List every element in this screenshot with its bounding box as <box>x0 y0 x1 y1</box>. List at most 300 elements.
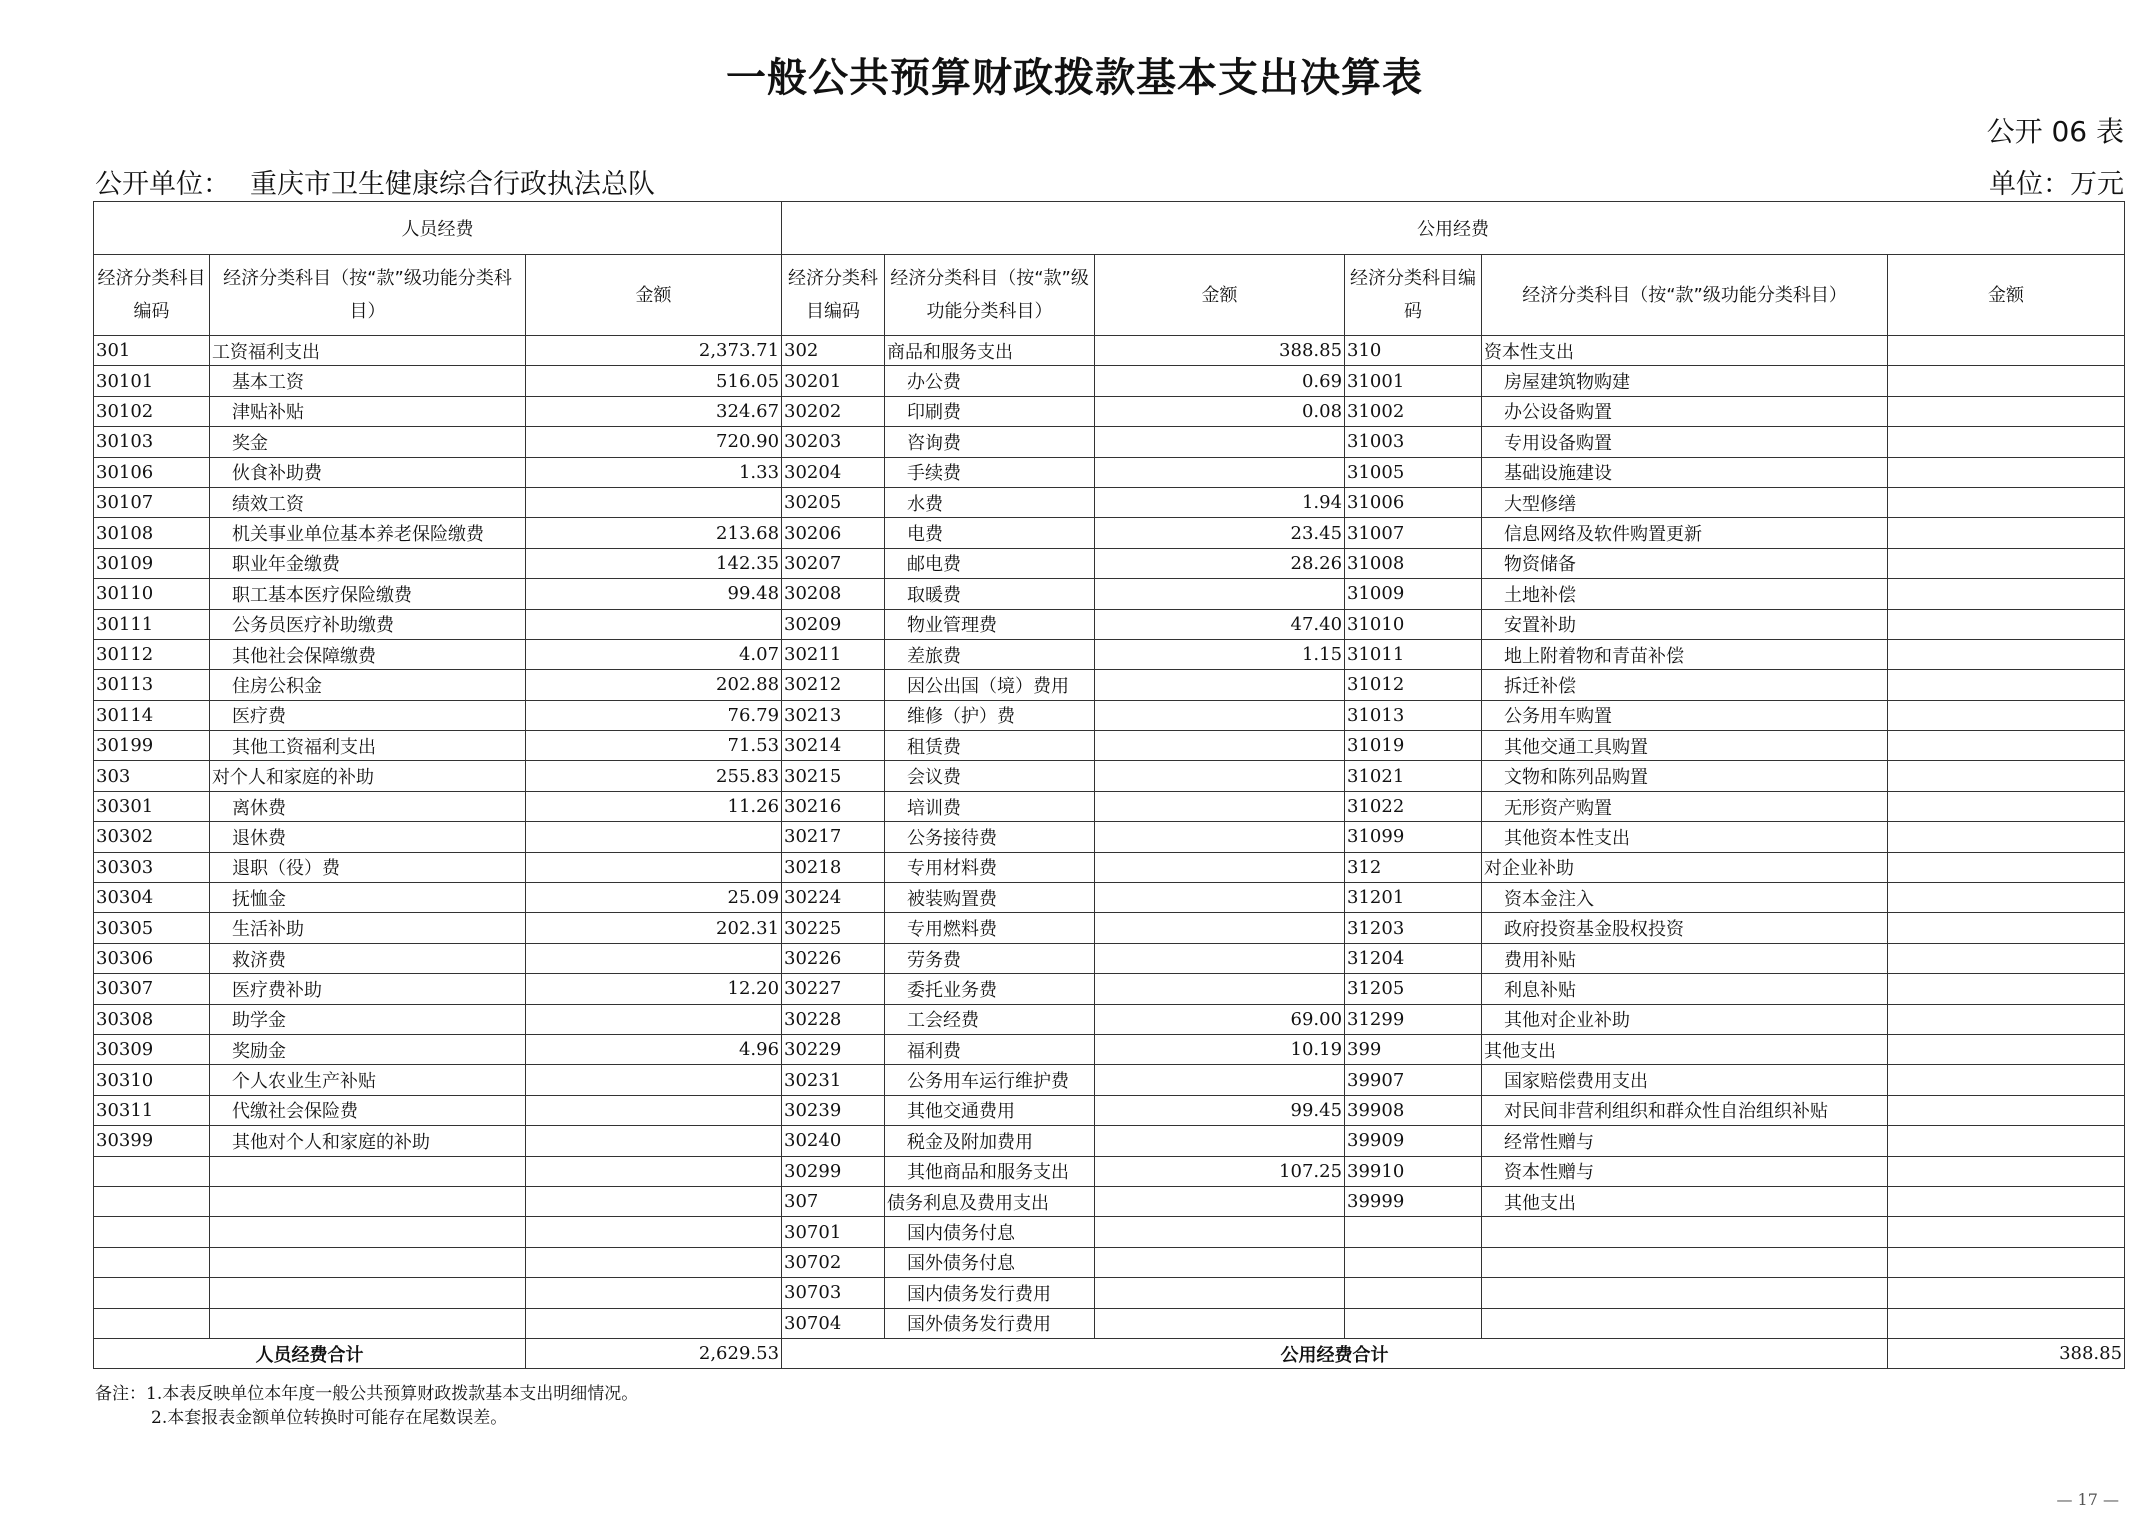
code-cell: 30301 <box>94 791 210 821</box>
item-cell: 其他资本性支出 <box>1482 822 1888 852</box>
item-cell: 救济费 <box>210 943 526 973</box>
item-cell: 费用补贴 <box>1482 943 1888 973</box>
amount-cell <box>1888 639 2125 669</box>
amount-cell: 202.88 <box>526 670 782 700</box>
table-row <box>94 609 2125 639</box>
code-cell: 31012 <box>1345 670 1482 700</box>
item-cell: 对民间非营利组织和群众性自治组织补贴 <box>1482 1095 1888 1125</box>
item-cell: 税金及附加费用 <box>885 1126 1095 1156</box>
item-cell: 公务员医疗补助缴费 <box>210 609 526 639</box>
amount-cell: 720.90 <box>526 427 782 457</box>
code-cell: 31003 <box>1345 427 1482 457</box>
item-cell: 奖金 <box>210 427 526 457</box>
table-row <box>94 1126 2125 1156</box>
item-cell: 其他对个人和家庭的补助 <box>210 1126 526 1156</box>
code-cell: 30113 <box>94 670 210 700</box>
amount-cell <box>1888 366 2125 396</box>
table-row <box>94 639 2125 669</box>
item-cell: 文物和陈列品购置 <box>1482 761 1888 791</box>
item-cell: 医疗费补助 <box>210 974 526 1004</box>
amount-cell: 71.53 <box>526 731 782 761</box>
code-cell: 30107 <box>94 487 210 517</box>
amount-cell <box>1095 852 1345 882</box>
reporting-unit <box>95 162 675 201</box>
code-cell <box>94 1156 210 1186</box>
code-cell: 30231 <box>782 1065 885 1095</box>
item-cell: 职工基本医疗保险缴费 <box>210 579 526 609</box>
amount-cell: 388.85 <box>1095 336 1345 366</box>
table-row <box>94 579 2125 609</box>
code-cell <box>1345 1308 1482 1338</box>
item-cell: 个人农业生产补贴 <box>210 1065 526 1095</box>
code-cell: 30208 <box>782 579 885 609</box>
amount-cell: 2,373.71 <box>526 336 782 366</box>
amount-cell <box>1095 1186 1345 1216</box>
code-cell: 30114 <box>94 700 210 730</box>
expenditure-table <box>93 201 2125 1369</box>
amount-cell <box>1888 1247 2125 1277</box>
item-cell: 离休费 <box>210 791 526 821</box>
code-cell: 30225 <box>782 913 885 943</box>
table-row <box>94 1004 2125 1034</box>
amount-cell: 99.45 <box>1095 1095 1345 1125</box>
table-row <box>94 852 2125 882</box>
item-cell: 基本工资 <box>210 366 526 396</box>
amount-cell <box>1095 579 1345 609</box>
code-cell: 30304 <box>94 883 210 913</box>
code-cell: 30110 <box>94 579 210 609</box>
col-header-item: 经济分类科目（按“款”级功能分类科目） <box>210 255 526 336</box>
code-cell: 399 <box>1345 1034 1482 1064</box>
code-cell: 31204 <box>1345 943 1482 973</box>
amount-cell <box>1888 427 2125 457</box>
amount-cell: 4.07 <box>526 639 782 669</box>
amount-cell <box>526 487 782 517</box>
page-number: — 17 — <box>2056 1490 2119 1509</box>
item-cell: 印刷费 <box>885 396 1095 426</box>
code-cell: 31007 <box>1345 518 1482 548</box>
item-cell: 奖励金 <box>210 1034 526 1064</box>
code-cell: 31008 <box>1345 548 1482 578</box>
amount-cell <box>1888 1278 2125 1308</box>
amount-cell: 255.83 <box>526 761 782 791</box>
code-cell: 30216 <box>782 791 885 821</box>
item-cell: 代缴社会保险费 <box>210 1095 526 1125</box>
table-row <box>94 670 2125 700</box>
item-cell: 政府投资基金股权投资 <box>1482 913 1888 943</box>
item-cell: 其他交通工具购置 <box>1482 731 1888 761</box>
item-cell: 公务接待费 <box>885 822 1095 852</box>
item-cell: 办公设备购置 <box>1482 396 1888 426</box>
table-row <box>94 336 2125 366</box>
item-cell: 对个人和家庭的补助 <box>210 761 526 791</box>
item-cell: 生活补助 <box>210 913 526 943</box>
table-row <box>94 913 2125 943</box>
item-cell: 资本金注入 <box>1482 883 1888 913</box>
code-cell: 31205 <box>1345 974 1482 1004</box>
amount-cell <box>1095 1217 1345 1247</box>
item-cell: 国外债务发行费用 <box>885 1308 1095 1338</box>
item-cell: 房屋建筑物购建 <box>1482 366 1888 396</box>
table-row <box>94 1095 2125 1125</box>
code-cell: 30224 <box>782 883 885 913</box>
code-cell: 31203 <box>1345 913 1482 943</box>
amount-cell <box>1888 791 2125 821</box>
code-cell: 310 <box>1345 336 1482 366</box>
amount-cell <box>1095 883 1345 913</box>
table-row <box>94 396 2125 426</box>
amount-cell: 516.05 <box>526 366 782 396</box>
item-cell <box>1482 1217 1888 1247</box>
amount-cell: 11.26 <box>526 791 782 821</box>
item-cell <box>1482 1247 1888 1277</box>
code-cell: 302 <box>782 336 885 366</box>
amount-cell: 47.40 <box>1095 609 1345 639</box>
amount-cell: 142.35 <box>526 548 782 578</box>
table-body <box>94 336 2125 1339</box>
item-cell: 国外债务付息 <box>885 1247 1095 1277</box>
item-cell: 维修（护）费 <box>885 700 1095 730</box>
amount-cell <box>1888 761 2125 791</box>
code-cell: 30215 <box>782 761 885 791</box>
item-cell: 津贴补贴 <box>210 396 526 426</box>
table-row <box>94 427 2125 457</box>
amount-cell <box>1095 974 1345 1004</box>
item-cell: 其他对企业补助 <box>1482 1004 1888 1034</box>
code-cell: 30209 <box>782 609 885 639</box>
item-cell: 医疗费 <box>210 700 526 730</box>
item-cell: 专用材料费 <box>885 852 1095 882</box>
amount-cell <box>526 822 782 852</box>
item-cell: 职业年金缴费 <box>210 548 526 578</box>
item-cell: 其他社会保障缴费 <box>210 639 526 669</box>
code-cell: 39907 <box>1345 1065 1482 1095</box>
item-cell <box>210 1217 526 1247</box>
code-cell: 31011 <box>1345 639 1482 669</box>
code-cell: 30201 <box>782 366 885 396</box>
code-cell: 39910 <box>1345 1156 1482 1186</box>
amount-cell <box>1888 1126 2125 1156</box>
code-cell: 30399 <box>94 1126 210 1156</box>
item-cell: 其他交通费用 <box>885 1095 1095 1125</box>
code-cell: 30299 <box>782 1156 885 1186</box>
amount-cell <box>1888 1186 2125 1216</box>
item-cell: 绩效工资 <box>210 487 526 517</box>
table-row <box>94 883 2125 913</box>
item-cell: 手续费 <box>885 457 1095 487</box>
col-header-code: 经济分类科目编码 <box>1345 255 1482 336</box>
amount-cell <box>1888 457 2125 487</box>
amount-cell <box>1095 791 1345 821</box>
table-row <box>94 457 2125 487</box>
amount-cell <box>1888 518 2125 548</box>
item-cell: 其他工资福利支出 <box>210 731 526 761</box>
code-cell: 30203 <box>782 427 885 457</box>
amount-cell <box>1095 731 1345 761</box>
item-cell: 专用燃料费 <box>885 913 1095 943</box>
code-cell: 31001 <box>1345 366 1482 396</box>
table-row <box>94 518 2125 548</box>
table-row <box>94 1308 2125 1338</box>
amount-cell <box>1888 822 2125 852</box>
footnote-1: 备注：1.本表反映单位本年度一般公共预算财政拨款基本支出明细情况。 <box>95 1384 639 1404</box>
item-cell: 资本性赠与 <box>1482 1156 1888 1186</box>
amount-cell <box>1095 1065 1345 1095</box>
item-cell: 劳务费 <box>885 943 1095 973</box>
amount-cell <box>1888 548 2125 578</box>
code-cell <box>1345 1247 1482 1277</box>
item-cell: 公务用车运行维护费 <box>885 1065 1095 1095</box>
item-cell: 对企业补助 <box>1482 852 1888 882</box>
item-cell: 会议费 <box>885 761 1095 791</box>
item-cell <box>1482 1308 1888 1338</box>
item-cell: 专用设备购置 <box>1482 427 1888 457</box>
item-cell: 因公出国（境）费用 <box>885 670 1095 700</box>
col-header-amount: 金额 <box>526 255 782 336</box>
code-cell: 31022 <box>1345 791 1482 821</box>
item-cell: 其他支出 <box>1482 1034 1888 1064</box>
code-cell: 30309 <box>94 1034 210 1064</box>
amount-cell: 4.96 <box>526 1034 782 1064</box>
item-cell <box>210 1156 526 1186</box>
code-cell: 31009 <box>1345 579 1482 609</box>
amount-cell <box>1095 1126 1345 1156</box>
amount-cell <box>526 852 782 882</box>
table-row <box>94 1217 2125 1247</box>
item-cell: 公务用车购置 <box>1482 700 1888 730</box>
code-cell: 30703 <box>782 1278 885 1308</box>
amount-cell: 69.00 <box>1095 1004 1345 1034</box>
amount-cell: 76.79 <box>526 700 782 730</box>
code-cell: 30108 <box>94 518 210 548</box>
code-cell: 30229 <box>782 1034 885 1064</box>
amount-cell <box>1095 1247 1345 1277</box>
amount-cell <box>1888 1034 2125 1064</box>
item-cell: 其他支出 <box>1482 1186 1888 1216</box>
item-cell: 福利费 <box>885 1034 1095 1064</box>
item-cell: 委托业务费 <box>885 974 1095 1004</box>
amount-cell <box>1888 609 2125 639</box>
item-cell: 资本性支出 <box>1482 336 1888 366</box>
code-cell: 30214 <box>782 731 885 761</box>
amount-cell: 1.33 <box>526 457 782 487</box>
amount-cell <box>1888 1217 2125 1247</box>
code-cell: 30205 <box>782 487 885 517</box>
item-cell: 差旅费 <box>885 639 1095 669</box>
code-cell: 30227 <box>782 974 885 1004</box>
item-cell: 办公费 <box>885 366 1095 396</box>
amount-cell <box>1888 700 2125 730</box>
amount-cell: 1.94 <box>1095 487 1345 517</box>
public-total-value: 388.85 <box>1888 1338 2125 1368</box>
item-cell: 商品和服务支出 <box>885 336 1095 366</box>
code-cell: 303 <box>94 761 210 791</box>
code-cell: 30702 <box>782 1247 885 1277</box>
code-cell: 31099 <box>1345 822 1482 852</box>
table-row <box>94 1186 2125 1216</box>
code-cell: 30218 <box>782 852 885 882</box>
code-cell: 30206 <box>782 518 885 548</box>
code-cell: 39999 <box>1345 1186 1482 1216</box>
amount-cell <box>526 1186 782 1216</box>
code-cell: 39908 <box>1345 1095 1482 1125</box>
code-cell: 30102 <box>94 396 210 426</box>
code-cell: 30310 <box>94 1065 210 1095</box>
item-cell: 安置补助 <box>1482 609 1888 639</box>
code-cell: 30240 <box>782 1126 885 1156</box>
item-cell: 水费 <box>885 487 1095 517</box>
item-cell: 工会经费 <box>885 1004 1095 1034</box>
group-header-personnel: 人员经费 <box>94 202 782 255</box>
col-header-code: 经济分类科目编码 <box>94 255 210 336</box>
amount-cell <box>1095 822 1345 852</box>
amount-cell <box>1095 943 1345 973</box>
table-row <box>94 943 2125 973</box>
code-cell: 301 <box>94 336 210 366</box>
reporting-unit-name: 重庆市卫生健康综合行政执法总队 <box>250 169 655 200</box>
amount-cell <box>526 1095 782 1125</box>
amount-cell: 0.08 <box>1095 396 1345 426</box>
amount-cell <box>526 1126 782 1156</box>
item-cell: 咨询费 <box>885 427 1095 457</box>
amount-cell: 107.25 <box>1095 1156 1345 1186</box>
amount-cell <box>1095 761 1345 791</box>
code-cell: 30212 <box>782 670 885 700</box>
table-row <box>94 487 2125 517</box>
amount-cell: 25.09 <box>526 883 782 913</box>
amount-cell <box>526 1065 782 1095</box>
amount-cell: 1.15 <box>1095 639 1345 669</box>
code-cell: 30308 <box>94 1004 210 1034</box>
code-cell: 30306 <box>94 943 210 973</box>
amount-cell <box>526 1004 782 1034</box>
item-cell: 其他商品和服务支出 <box>885 1156 1095 1186</box>
code-cell: 30111 <box>94 609 210 639</box>
money-unit: 单位：万元 <box>1989 169 2124 200</box>
table-row <box>94 1065 2125 1095</box>
code-cell: 31010 <box>1345 609 1482 639</box>
totals-row <box>94 1338 2125 1368</box>
item-cell: 电费 <box>885 518 1095 548</box>
item-cell: 拆迁补偿 <box>1482 670 1888 700</box>
amount-cell: 324.67 <box>526 396 782 426</box>
item-cell: 工资福利支出 <box>210 336 526 366</box>
amount-cell <box>1095 457 1345 487</box>
table-row <box>94 548 2125 578</box>
code-cell: 30213 <box>782 700 885 730</box>
code-cell <box>94 1308 210 1338</box>
personnel-total-label: 人员经费合计 <box>94 1338 526 1368</box>
code-cell: 39909 <box>1345 1126 1482 1156</box>
code-cell: 30239 <box>782 1095 885 1125</box>
amount-cell <box>1888 396 2125 426</box>
amount-cell <box>526 1247 782 1277</box>
item-cell: 被装购置费 <box>885 883 1095 913</box>
code-cell: 30217 <box>782 822 885 852</box>
amount-cell <box>1888 1065 2125 1095</box>
amount-cell <box>1888 579 2125 609</box>
amount-cell <box>1888 852 2125 882</box>
amount-cell <box>526 1217 782 1247</box>
code-cell <box>94 1186 210 1216</box>
amount-cell: 213.68 <box>526 518 782 548</box>
item-cell: 基础设施建设 <box>1482 457 1888 487</box>
amount-cell <box>1888 336 2125 366</box>
code-cell: 30302 <box>94 822 210 852</box>
amount-cell <box>526 1156 782 1186</box>
item-cell: 租赁费 <box>885 731 1095 761</box>
amount-cell <box>1888 670 2125 700</box>
amount-cell <box>526 1278 782 1308</box>
amount-cell <box>1888 487 2125 517</box>
amount-cell: 10.19 <box>1095 1034 1345 1064</box>
code-cell: 30228 <box>782 1004 885 1034</box>
amount-cell: 0.69 <box>1095 366 1345 396</box>
table-row <box>94 974 2125 1004</box>
code-cell: 30704 <box>782 1308 885 1338</box>
code-cell <box>1345 1278 1482 1308</box>
amount-cell: 99.48 <box>526 579 782 609</box>
amount-cell <box>1095 700 1345 730</box>
item-cell: 退职（役）费 <box>210 852 526 882</box>
code-cell: 30303 <box>94 852 210 882</box>
table-row <box>94 366 2125 396</box>
amount-cell <box>526 943 782 973</box>
code-cell: 307 <box>782 1186 885 1216</box>
code-cell: 30106 <box>94 457 210 487</box>
code-cell: 312 <box>1345 852 1482 882</box>
group-header-public: 公用经费 <box>782 202 2125 255</box>
item-cell <box>1482 1278 1888 1308</box>
code-cell: 30204 <box>782 457 885 487</box>
amount-cell: 12.20 <box>526 974 782 1004</box>
code-cell: 30199 <box>94 731 210 761</box>
table-row <box>94 791 2125 821</box>
item-cell: 国内债务发行费用 <box>885 1278 1095 1308</box>
code-cell: 31021 <box>1345 761 1482 791</box>
item-cell: 取暖费 <box>885 579 1095 609</box>
amount-cell <box>1888 974 2125 1004</box>
code-cell: 30207 <box>782 548 885 578</box>
table-row <box>94 1156 2125 1186</box>
amount-cell <box>1888 913 2125 943</box>
item-cell: 大型修缮 <box>1482 487 1888 517</box>
reporting-unit-label: 公开单位： <box>95 169 230 200</box>
code-cell: 31201 <box>1345 883 1482 913</box>
table-row <box>94 1247 2125 1277</box>
amount-cell <box>526 609 782 639</box>
code-cell: 30701 <box>782 1217 885 1247</box>
table-row <box>94 1034 2125 1064</box>
item-cell: 经常性赠与 <box>1482 1126 1888 1156</box>
item-cell: 信息网络及软件购置更新 <box>1482 518 1888 548</box>
amount-cell <box>1888 1156 2125 1186</box>
footnote-2: 2.本套报表金额单位转换时可能存在尾数误差。 <box>151 1408 508 1428</box>
amount-cell <box>1888 943 2125 973</box>
item-cell: 住房公积金 <box>210 670 526 700</box>
code-cell: 30211 <box>782 639 885 669</box>
code-cell <box>94 1247 210 1277</box>
amount-cell <box>1095 427 1345 457</box>
code-cell: 30305 <box>94 913 210 943</box>
code-cell: 30226 <box>782 943 885 973</box>
item-cell: 物资储备 <box>1482 548 1888 578</box>
code-cell: 31299 <box>1345 1004 1482 1034</box>
amount-cell <box>526 1308 782 1338</box>
code-cell: 31005 <box>1345 457 1482 487</box>
item-cell: 利息补贴 <box>1482 974 1888 1004</box>
item-cell: 地上附着物和青苗补偿 <box>1482 639 1888 669</box>
